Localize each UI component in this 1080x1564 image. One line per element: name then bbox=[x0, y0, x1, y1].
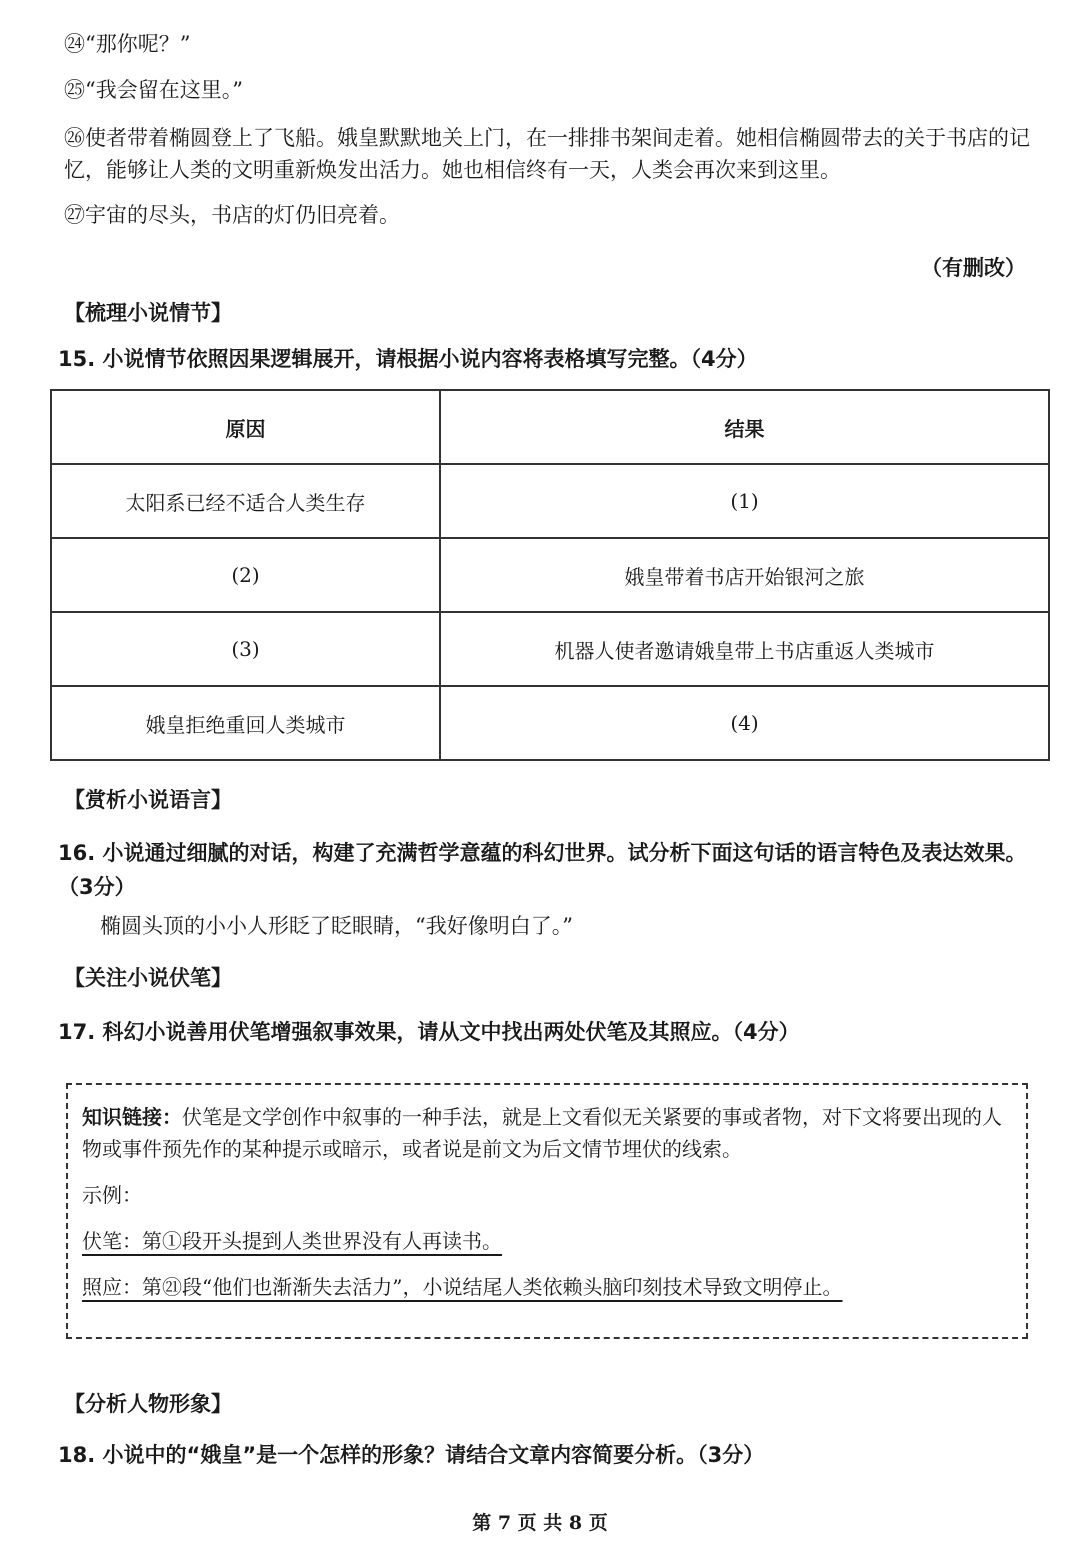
section-foreshadow-heading: 【关注小说伏笔】 bbox=[64, 966, 232, 990]
question-17: 17. 科幻小说善用伏笔增强叙事效果，请从文中找出两处伏笔及其照应。（4分） bbox=[58, 1020, 800, 1044]
header-cause: 原因 bbox=[51, 390, 440, 464]
knowledge-link-box bbox=[66, 1083, 1028, 1339]
effect-cell: (4) bbox=[440, 686, 1049, 760]
effect-cell: 娥皇带着书店开始银河之旅 bbox=[440, 538, 1049, 612]
table-row bbox=[51, 612, 1049, 686]
example-label: 示例： bbox=[82, 1183, 142, 1207]
cause-cell: 太阳系已经不适合人类生存 bbox=[51, 464, 440, 538]
knowledge-link-text bbox=[82, 1101, 1012, 1165]
question-16: 16. 小说通过细腻的对话，构建了充满哲学意蕴的科幻世界。试分析下面这句话的语言特色及表达效果。（3分） bbox=[58, 841, 1027, 899]
paragraph-25: ㉕“我会留在这里。” bbox=[64, 78, 243, 102]
table-row bbox=[51, 464, 1049, 538]
example-echo: 照应：第㉑段“他们也渐渐失去活力”，小说结尾人类依赖头脑印刻技术导致文明停止。 bbox=[82, 1275, 843, 1299]
knowledge-link-label: 知识链接： bbox=[82, 1105, 182, 1129]
knowledge-link-body: 伏笔是文学创作中叙事的一种手法，就是上文看似无关紧要的事或者物，对下文将要出现的人物或事件预先作的某种提示或暗示，或者说是前文为后文情节埋伏的线索。 bbox=[82, 1105, 1002, 1161]
effect-cell: 机器人使者邀请娥皇带上书店重返人类城市 bbox=[440, 612, 1049, 686]
paragraph-24: ㉔“那你呢？” bbox=[64, 32, 191, 56]
effect-cell: (1) bbox=[440, 464, 1049, 538]
section-language-heading: 【赏析小说语言】 bbox=[64, 788, 232, 812]
section-plot-heading: 【梳理小说情节】 bbox=[64, 301, 232, 325]
paragraph-26: ㉖使者带着椭圆登上了飞船。娥皇默默地关上门，在一排排书架间走着。她相信椭圆带去的关于书店的记忆，能够让人类的文明重新焕发出活力。她也相信终有一天，人类会再次来到这里。 bbox=[64, 126, 1030, 182]
question-18: 18. 小说中的“娥皇”是一个怎样的形象？请结合文章内容简要分析。（3分） bbox=[58, 1443, 765, 1467]
question-16-quote: 椭圆头顶的小小人形眨了眨眼睛，“我好像明白了。” bbox=[100, 914, 573, 938]
header-effect: 结果 bbox=[440, 390, 1049, 464]
cause-effect-table bbox=[50, 389, 1050, 761]
question-15: 15. 小说情节依照因果逻辑展开，请根据小说内容将表格填写完整。（4分） bbox=[58, 347, 758, 371]
table-header-row bbox=[51, 390, 1049, 464]
cause-cell: 娥皇拒绝重回人类城市 bbox=[51, 686, 440, 760]
edited-note: （有删改） bbox=[921, 255, 1026, 280]
table-row bbox=[51, 538, 1049, 612]
paragraph-27: ㉗宇宙的尽头，书店的灯仍旧亮着。 bbox=[64, 203, 400, 227]
page-footer: 第 7 页 共 8 页 bbox=[472, 1512, 608, 1534]
example-foreshadow: 伏笔：第①段开头提到人类世界没有人再读书。 bbox=[82, 1229, 502, 1253]
table-row bbox=[51, 686, 1049, 760]
section-character-heading: 【分析人物形象】 bbox=[64, 1392, 232, 1416]
cause-cell: (3) bbox=[51, 612, 440, 686]
cause-cell: (2) bbox=[51, 538, 440, 612]
